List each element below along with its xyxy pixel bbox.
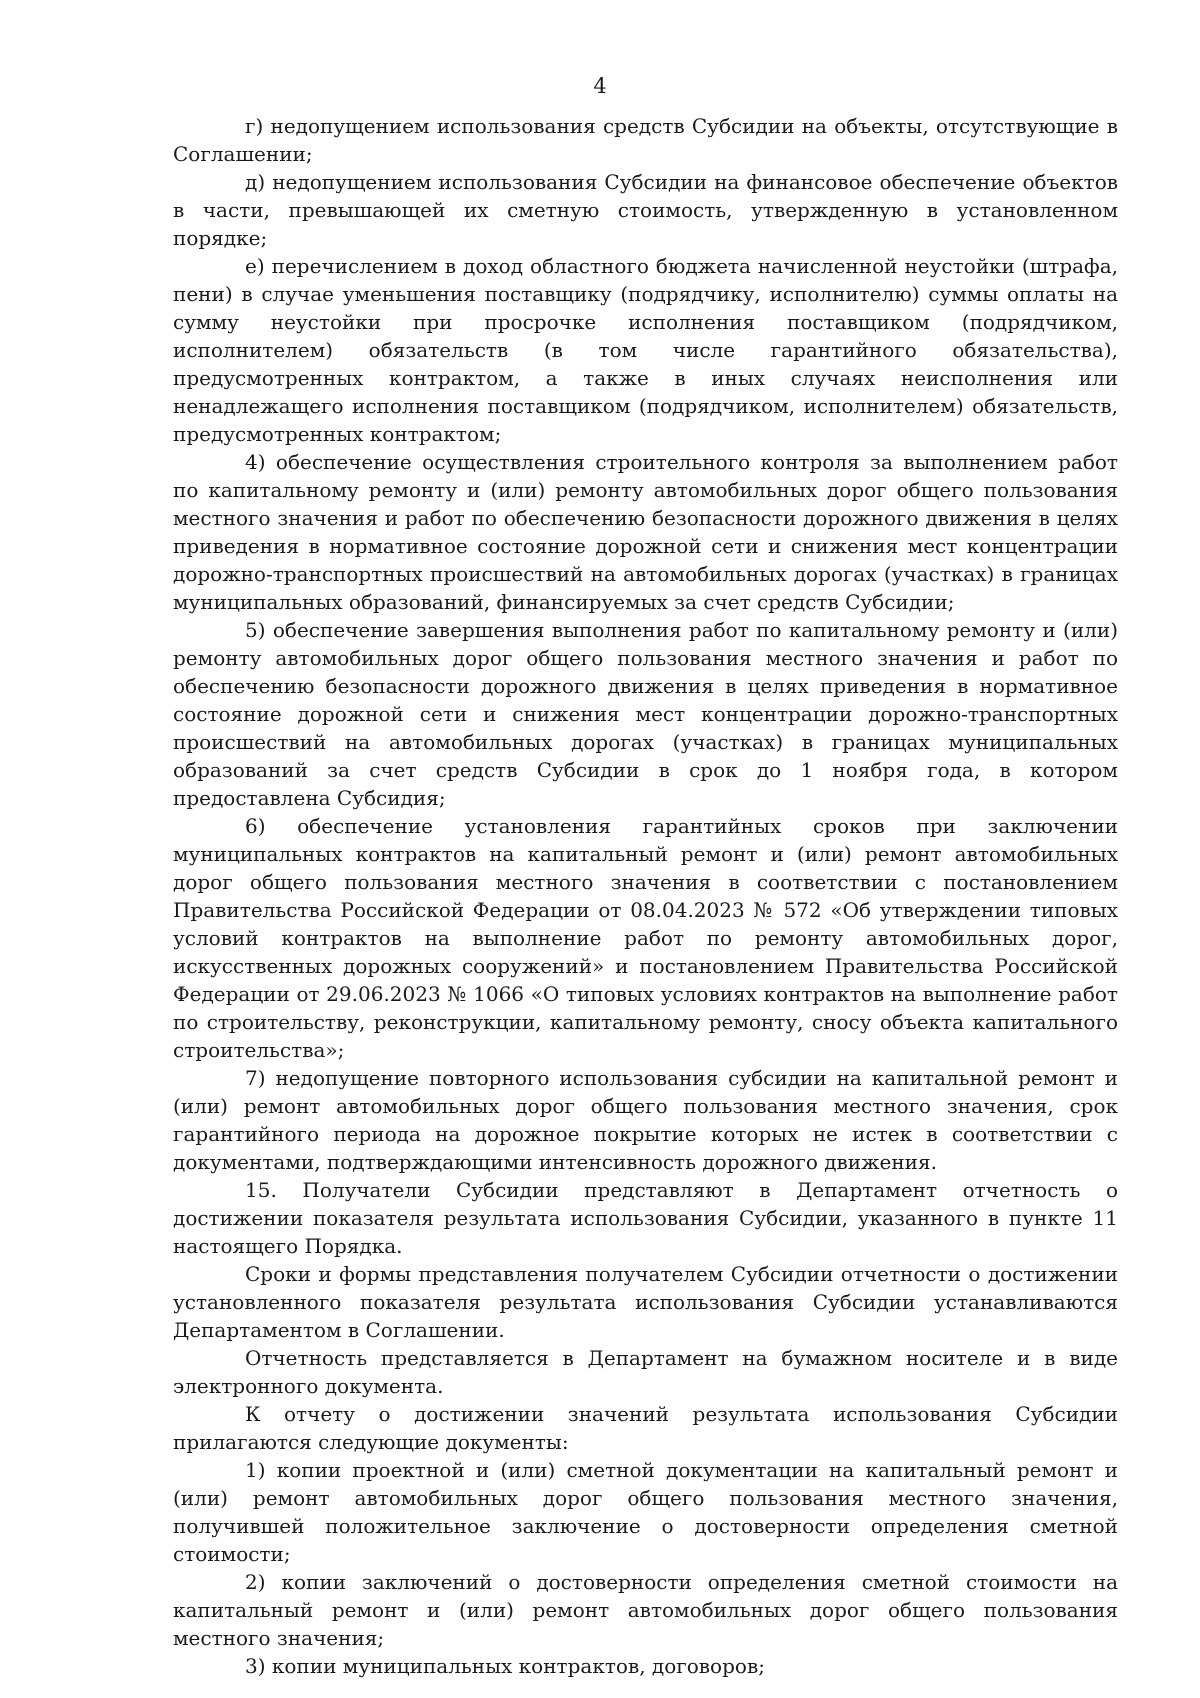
paragraph-e: е) перечислением в доход областного бюджета начисленной неустойки (штрафа, пени) в случае уменьшения поставщику (подрядчику, исполнителю) суммы оплаты на сумму неустойки при просрочке исполнения поставщиком (подрядчиком, исполнителем) обязательств (в том числе гарантийного обязательства), предусмотренных контрактом, а также в иных случаях неисполнения или ненадлежащего исполнения поставщиком (подрядчиком, исполнителем) обязательств, предусмотренных контрактом; — [173, 254, 1118, 446]
page-number: 4 — [593, 74, 607, 98]
document-body — [173, 112, 1118, 1680]
paragraph-attachment-3: 3) копии муниципальных контрактов, договоров; — [245, 1654, 765, 1678]
paragraph-item-4: 4) обеспечение осуществления строительного контроля за выполнением работ по капитальному ремонту и (или) ремонту автомобильных дорог общего пользования местного значения и работ по обеспечению безопасности дорожного движения в целях приведения в нормативное состояние дорожной сети и снижения мест концентрации дорожно-транспортных происшествий на автомобильных дорогах (участках) в границах муниципальных образований, финансируемых за счет средств Субсидии; — [173, 450, 1118, 614]
paragraph-item-7: 7) недопущение повторного использования субсидии на капитальной ремонт и (или) ремонт автомобильных дорог общего пользования местного значения, срок гарантийного периода на дорожное покрытие которых не истек в соответствии с документами, подтверждающими интенсивность дорожного движения. — [173, 1066, 1118, 1174]
paragraph-g: г) недопущением использования средств Субсидии на объекты, отсутствующие в Соглашении; — [173, 114, 1118, 166]
paragraph-item-6: 6) обеспечение установления гарантийных сроков при заключении муниципальных контрактов на капитальный ремонт и (или) ремонт автомобильных дорог общего пользования местного значения в соответствии с постановлением Правительства Российской Федерации от 08.04.2023 № 572 «Об утверждении типовых условий контрактов на выполнение работ по ремонту автомобильных дорог, искусственных дорожных сооружений» и постановлением Правительства Российской Федерации от 29.06.2023 № 1066 «О типовых условиях контрактов на выполнение работ по строительству, реконструкции, капитальному ремонту, сносу объекта капитального строительства»; — [173, 814, 1118, 1062]
paragraph-clause-15: 15. Получатели Субсидии представляют в Департамент отчетность о достижении показателя результата использования Субсидии, указанного в пункте 11 настоящего Порядка. — [173, 1178, 1118, 1258]
paragraph-attachment-2: 2) копии заключений о достоверности определения сметной стоимости на капитальный ремонт и (или) ремонт автомобильных дорог общего пользования местного значения; — [173, 1570, 1118, 1650]
paragraph-item-5: 5) обеспечение завершения выполнения работ по капитальному ремонту и (или) ремонту автомобильных дорог общего пользования местного значения и работ по обеспечению безопасности дорожного движения в целях приведения в нормативное состояние дорожной сети и снижения мест концентрации дорожно-транспортных происшествий на автомобильных дорогах (участках) в границах муниципальных образований за счет средств Субсидии в срок до 1 ноября года, в котором предоставлена Субсидия; — [173, 618, 1118, 810]
paragraph-reporting-format: Отчетность представляется в Департамент на бумажном носителе и в виде электронного документа. — [173, 1346, 1118, 1398]
paragraph-d: д) недопущением использования Субсидии на финансовое обеспечение объектов в части, превышающей их сметную стоимость, утвержденную в установленном порядке; — [173, 170, 1118, 250]
paragraph-attachments-intro: К отчету о достижении значений результата использования Субсидии прилагаются следующие документы: — [173, 1402, 1118, 1454]
paragraph-reporting-terms: Сроки и формы представления получателем Субсидии отчетности о достижении установленного показателя результата использования Субсидии устанавливаются Департаментом в Соглашении. — [173, 1262, 1118, 1342]
paragraph-attachment-1: 1) копии проектной и (или) сметной документации на капитальный ремонт и (или) ремонт автомобильных дорог общего пользования местного значения, получившей положительное заключение о достоверности определения сметной стоимости; — [173, 1458, 1118, 1566]
